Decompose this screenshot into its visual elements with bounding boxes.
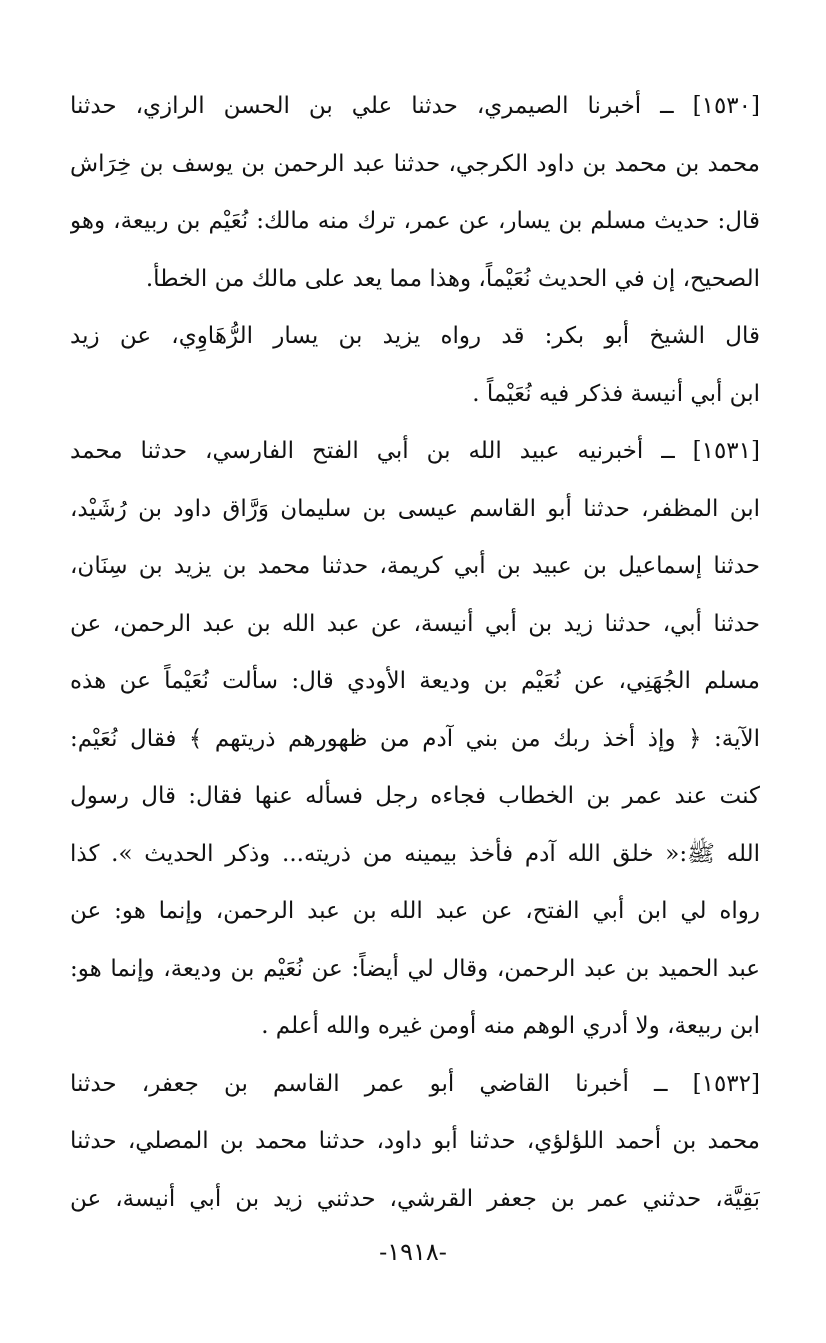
text-line: بَقِيَّة، حدثني عمر بن جعفر القرشي، حدثني زيد بن أبي أنيسة، عن <box>70 1185 760 1212</box>
text-line: حدثنا أبي، حدثنا زيد بن أبي أنيسة، عن عبد الله بن عبد الرحمن، عن <box>70 610 760 637</box>
text-line: [١٥٣١] ــ أخبرنيه عبيد الله بن أبي الفتح الفارسي، حدثنا محمد <box>70 438 760 464</box>
text-line: الآية: ﴿ وإذ أخذ ربك من بني آدم من ظهورهم ذريتهم ﴾ فقال نُعَيْم: <box>70 725 760 752</box>
text-line: رواه لي ابن أبي الفتح، عن عبد الله بن عبد الرحمن، وإنما هو: عن <box>70 898 760 924</box>
text-line: الصحيح، إن في الحديث نُعَيْماً، وهذا مما يعد على مالك من الخطأ. <box>145 265 760 292</box>
text-line: محمد بن أحمد اللؤلؤي، حدثنا أبو داود، حدثنا محمد بن المصلي، حدثنا <box>70 1128 760 1154</box>
text-line: حدثنا إسماعيل بن عبيد بن أبي كريمة، حدثنا محمد بن يزيد بن سِنَان، <box>70 553 760 579</box>
page-number: -١٩١٨- <box>379 1238 447 1266</box>
text-line: [١٥٣٢] ــ أخبرنا القاضي أبو عمر القاسم بن جعفر، حدثنا <box>70 1070 760 1097</box>
text-line: كنت عند عمر بن الخطاب فجاءه رجل فسأله عنها فقال: قال رسول <box>70 783 760 809</box>
text-line: ابن ربيعة، ولا أدري الوهم منه أومن غيره والله أعلم . <box>261 1013 760 1039</box>
text-line: مسلم الجُهَنِي، عن نُعَيْم بن وديعة الأودي قال: سألت نُعَيْماً عن هذه <box>70 668 760 694</box>
text-line: قال: حديث مسلم بن يسار، عن عمر، ترك منه مالك: نُعَيْم بن ربيعة، وهو <box>70 208 760 234</box>
text-line: ابن أبي أنيسة فذكر فيه نُعَيْماً . <box>472 380 760 407</box>
text-line: الله ﷺ:« خلق الله آدم فأخذ بيمينه من ذريته... وذكر الحديث ». كذا <box>70 840 760 867</box>
text-line: [١٥٣٠] ــ أخبرنا الصيمري، حدثنا علي بن الحسن الرازي، حدثنا <box>70 93 760 119</box>
text-line: ابن المظفر، حدثنا أبو القاسم عيسى بن سليمان وَرَّاق داود بن رُشَيْد، <box>70 495 760 522</box>
text-line: عبد الحميد بن عبد الرحمن، وقال لي أيضاً: عن نُعَيْم بن وديعة، وإنما هو: <box>70 955 760 982</box>
text-line: قال الشيخ أبو بكر: قد رواه يزيد بن يسار الرُّهَاوِي، عن زيد <box>70 323 760 349</box>
body-text <box>70 78 760 1228</box>
text-line: محمد بن محمد بن داود الكرجي، حدثنا عبد الرحمن بن يوسف بن خِرَاش <box>70 150 760 177</box>
